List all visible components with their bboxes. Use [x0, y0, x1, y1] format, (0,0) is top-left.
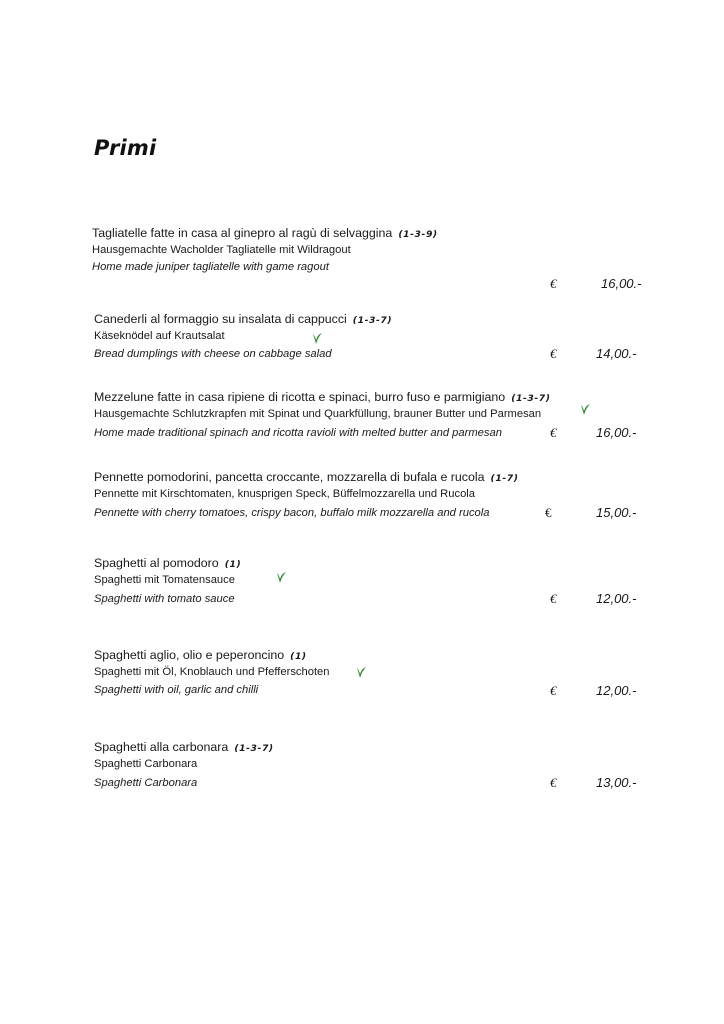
euro-sign: € — [550, 425, 557, 440]
allergen-codes: (1-3-9) — [398, 229, 438, 240]
vegetarian-leaf-icon — [310, 331, 324, 345]
item-name-en: Pennette with cherry tomatoes, crispy bacon, buffalo milk mozzarella and rucola — [94, 507, 490, 519]
item-name-de: Käseknödel auf Krautsalat — [94, 330, 225, 342]
item-name-it: Canederli al formaggio su insalata di cappucci (1-3-7) — [94, 312, 393, 326]
euro-sign: € — [550, 346, 557, 361]
item-name-en: Spaghetti Carbonara — [94, 777, 198, 789]
euro-sign: € — [550, 775, 557, 790]
item-name-de: Spaghetti mit Öl, Knoblauch und Pfefferschoten — [94, 666, 330, 678]
item-name-en: Home made juniper tagliatelle with game ragout — [92, 261, 329, 273]
vegetarian-leaf-icon — [578, 402, 592, 416]
item-price: 16,00.- — [601, 276, 642, 291]
item-name-en: Spaghetti with oil, garlic and chilli — [94, 684, 259, 696]
allergen-codes: (1-3-7) — [234, 743, 274, 754]
allergen-codes: (1-7) — [490, 473, 519, 484]
allergen-codes: (1-3-7) — [511, 393, 551, 404]
euro-sign: € — [545, 505, 552, 520]
allergen-codes: (1) — [224, 559, 242, 570]
item-name-de: Spaghetti mit Tomatensauce — [94, 574, 235, 586]
euro-sign: € — [550, 683, 557, 698]
item-price: 14,00.- — [596, 346, 637, 361]
item-name-en: Spaghetti with tomato sauce — [94, 593, 235, 605]
item-name-de: Spaghetti Carbonara — [94, 758, 198, 770]
item-name-it: Pennette pomodorini, pancetta croccante, mozzarella di bufala e rucola (1-7) — [94, 470, 519, 484]
item-name-de: Pennette mit Kirschtomaten, knusprigen Speck, Büffelmozzarella und Rucola — [94, 488, 475, 500]
item-name-en: Home made traditional spinach and ricotta ravioli with melted butter and parmesan — [94, 427, 502, 439]
allergen-codes: (1-3-7) — [352, 315, 393, 326]
item-name-it: Spaghetti aglio, olio e peperoncino (1) — [94, 648, 307, 662]
vegetarian-leaf-icon — [274, 570, 288, 584]
item-price: 12,00.- — [596, 591, 637, 606]
item-name-it: Spaghetti alla carbonara (1-3-7) — [94, 740, 274, 754]
allergen-codes: (1) — [290, 651, 307, 662]
item-price: 16,00.- — [596, 425, 637, 440]
item-name-it: Spaghetti al pomodoro (1) — [94, 556, 242, 570]
euro-sign: € — [550, 591, 557, 606]
item-price: 12,00.- — [596, 683, 637, 698]
item-price: 13,00.- — [596, 775, 637, 790]
euro-sign: € — [550, 276, 557, 291]
item-price: 15,00.- — [596, 505, 637, 520]
page-title: Primi — [94, 136, 157, 160]
item-name-it: Tagliatelle fatte in casa al ginepro al ragù di selvaggina (1-3-9) — [92, 226, 438, 240]
item-name-de: Hausgemachte Schlutzkrapfen mit Spinat und Quarkfüllung, brauner Butter und Parmesan — [94, 408, 542, 420]
item-name-de: Hausgemachte Wacholder Tagliatelle mit Wildragout — [92, 244, 351, 256]
item-name-it: Mezzelune fatte in casa ripiene di ricotta e spinaci, burro fuso e parmigiano (1-3-7) — [94, 390, 551, 404]
vegetarian-leaf-icon — [354, 665, 368, 679]
item-name-en: Bread dumplings with cheese on cabbage salad — [94, 348, 332, 360]
